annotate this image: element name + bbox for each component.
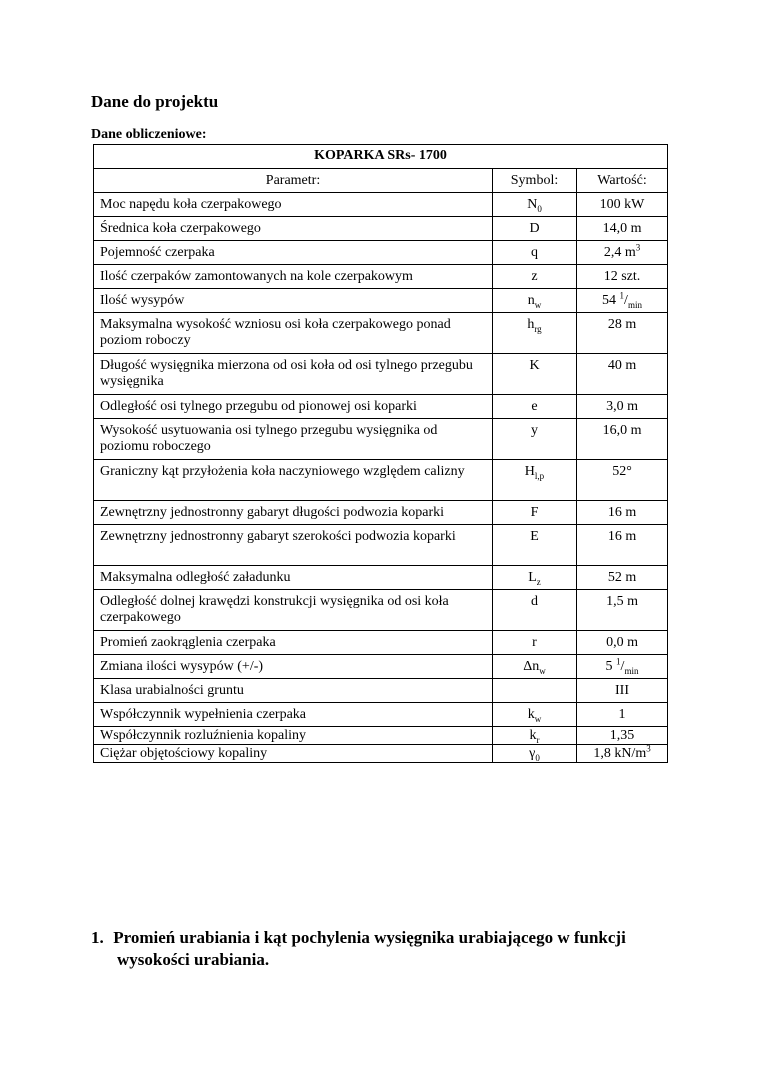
symbol-text: e bbox=[531, 399, 538, 414]
value-text: 5 bbox=[605, 659, 617, 674]
symbol-text: E bbox=[530, 529, 539, 544]
value-text: III bbox=[615, 683, 629, 698]
symbol-subscript: 0 bbox=[535, 752, 540, 763]
value-fraction-slash: / bbox=[624, 293, 628, 308]
symbol-subscript: 0 bbox=[537, 203, 542, 214]
value-text: 54 bbox=[602, 293, 620, 308]
table-body bbox=[94, 193, 668, 763]
value-superscript: 1 bbox=[619, 290, 625, 301]
parameter-cell: Zewnętrzny jednostronny gabaryt szerokości podwozia koparki bbox=[94, 525, 493, 566]
parameter-cell: Maksymalna odległość załadunku bbox=[94, 566, 493, 590]
symbol-text: q bbox=[531, 245, 538, 260]
symbol-cell bbox=[493, 395, 577, 419]
parameter-cell: Odległość osi tylnego przegubu od pionowej osi koparki bbox=[94, 395, 493, 419]
value-cell bbox=[577, 241, 668, 265]
value-text: 28 m bbox=[607, 317, 637, 332]
value-text: 0,0 m bbox=[606, 635, 638, 650]
table-title: KOPARKA SRs- 1700 bbox=[94, 145, 668, 169]
value-cell bbox=[577, 590, 668, 631]
symbol-text: F bbox=[530, 505, 539, 520]
section-title-line1: Promień urabiania i kąt pochylenia wysięgnika urabiającego w funkcji bbox=[113, 928, 626, 947]
parameter-cell: Klasa urabialności gruntu bbox=[94, 679, 493, 703]
value-text: 100 kW bbox=[599, 197, 645, 212]
symbol-cell bbox=[493, 727, 577, 745]
value-text: 52 m bbox=[607, 570, 637, 585]
parameters-table bbox=[93, 144, 668, 763]
symbol-cell bbox=[493, 419, 577, 460]
symbol-text: K bbox=[529, 358, 540, 373]
value-cell bbox=[577, 703, 668, 727]
parameter-cell: Maksymalna wysokość wzniosu osi koła czerpakowego ponad poziom roboczy bbox=[94, 313, 493, 354]
value-text: 2,4 m bbox=[603, 245, 636, 260]
parameter-cell: Odległość dolnej krawędzi konstrukcji wysięgnika od osi koła czerpakowego bbox=[94, 590, 493, 631]
table-row bbox=[94, 354, 668, 395]
column-header-parameter: Parametr: bbox=[94, 169, 493, 193]
value-fraction-slash: / bbox=[620, 659, 625, 674]
symbol-cell bbox=[493, 590, 577, 631]
table-row bbox=[94, 313, 668, 354]
table-row bbox=[94, 460, 668, 501]
table-row bbox=[94, 419, 668, 460]
value-cell bbox=[577, 395, 668, 419]
symbol-text: Δn bbox=[523, 659, 540, 674]
value-cell bbox=[577, 745, 668, 763]
value-cell bbox=[577, 217, 668, 241]
parameter-cell: Pojemność czerpaka bbox=[94, 241, 493, 265]
value-cell bbox=[577, 679, 668, 703]
table-row bbox=[94, 217, 668, 241]
symbol-cell bbox=[493, 501, 577, 525]
section-label: Dane obliczeniowe: bbox=[91, 127, 207, 142]
value-text: 40 m bbox=[607, 358, 637, 373]
table-row bbox=[94, 566, 668, 590]
value-cell bbox=[577, 265, 668, 289]
value-text: 12 szt. bbox=[603, 269, 641, 284]
table-row bbox=[94, 395, 668, 419]
symbol-cell bbox=[493, 217, 577, 241]
value-cell bbox=[577, 193, 668, 217]
value-superscript: 1 bbox=[616, 656, 621, 667]
value-text: 1 bbox=[618, 707, 626, 722]
value-cell bbox=[577, 313, 668, 354]
symbol-cell bbox=[493, 289, 577, 313]
table-row bbox=[94, 703, 668, 727]
symbol-text: h bbox=[527, 317, 535, 332]
parameter-cell: Promień zaokrąglenia czerpaka bbox=[94, 631, 493, 655]
parameter-cell: Ilość wysypów bbox=[94, 289, 493, 313]
symbol-subscript: r bbox=[536, 734, 540, 745]
symbol-text: r bbox=[532, 635, 537, 650]
symbol-subscript: z bbox=[536, 576, 541, 587]
value-subscript: min bbox=[627, 299, 642, 310]
value-superscript: 3 bbox=[635, 242, 641, 253]
symbol-cell bbox=[493, 655, 577, 679]
symbol-text: N bbox=[527, 197, 538, 212]
value-text: 16 m bbox=[607, 529, 637, 544]
section-number: 1. bbox=[91, 928, 104, 947]
table-row bbox=[94, 525, 668, 566]
parameter-cell: Współczynnik wypełnienia czerpaka bbox=[94, 703, 493, 727]
parameter-cell: Ciężar objętościowy kopaliny bbox=[94, 745, 493, 763]
parameter-cell: Zmiana ilości wysypów (+/-) bbox=[94, 655, 493, 679]
table-row bbox=[94, 679, 668, 703]
table-row bbox=[94, 193, 668, 217]
symbol-cell bbox=[493, 679, 577, 703]
symbol-cell bbox=[493, 631, 577, 655]
value-superscript: 3 bbox=[646, 743, 651, 754]
parameter-cell: Graniczny kąt przyłożenia koła naczyniowego względem calizny bbox=[94, 460, 493, 501]
value-cell bbox=[577, 655, 668, 679]
symbol-text: z bbox=[531, 269, 538, 284]
column-header-symbol: Symbol: bbox=[493, 169, 577, 193]
value-cell bbox=[577, 566, 668, 590]
value-text: 16 m bbox=[607, 505, 637, 520]
symbol-text: H bbox=[524, 464, 535, 479]
value-cell bbox=[577, 631, 668, 655]
value-cell bbox=[577, 525, 668, 566]
value-cell bbox=[577, 727, 668, 745]
symbol-text: D bbox=[529, 221, 540, 236]
symbol-cell bbox=[493, 193, 577, 217]
symbol-cell bbox=[493, 566, 577, 590]
symbol-cell bbox=[493, 745, 577, 763]
symbol-cell bbox=[493, 525, 577, 566]
table-row bbox=[94, 265, 668, 289]
value-text: 3,0 m bbox=[606, 399, 638, 414]
section-heading bbox=[91, 927, 691, 971]
value-cell bbox=[577, 289, 668, 313]
symbol-text: d bbox=[531, 594, 538, 609]
value-text: 52° bbox=[612, 464, 632, 479]
value-cell bbox=[577, 354, 668, 395]
symbol-cell bbox=[493, 313, 577, 354]
symbol-text: L bbox=[528, 570, 537, 585]
symbol-text: y bbox=[531, 423, 538, 438]
symbol-cell bbox=[493, 460, 577, 501]
symbol-subscript: rg bbox=[534, 323, 542, 334]
section-title-line2: wysokości urabiania. bbox=[117, 950, 270, 969]
table-row bbox=[94, 727, 668, 745]
table-row bbox=[94, 241, 668, 265]
symbol-text: k bbox=[527, 707, 535, 722]
table-row bbox=[94, 289, 668, 313]
table-row bbox=[94, 501, 668, 525]
table-row bbox=[94, 745, 668, 763]
symbol-subscript: w bbox=[534, 299, 542, 310]
symbol-text: k bbox=[529, 728, 537, 743]
column-header-value: Wartość: bbox=[577, 169, 668, 193]
symbol-cell bbox=[493, 703, 577, 727]
value-text: 1,35 bbox=[609, 728, 635, 743]
parameter-cell: Średnica koła czerpakowego bbox=[94, 217, 493, 241]
symbol-text: n bbox=[527, 293, 535, 308]
value-cell bbox=[577, 460, 668, 501]
value-subscript: min bbox=[624, 665, 639, 676]
value-cell bbox=[577, 501, 668, 525]
symbol-subscript: w bbox=[539, 665, 546, 676]
table-row bbox=[94, 655, 668, 679]
parameter-cell: Wysokość usytuowania osi tylnego przegubu wysięgnika od poziomu roboczego bbox=[94, 419, 493, 460]
value-text: 1,8 kN/m bbox=[593, 746, 647, 761]
parameter-cell: Długość wysięgnika mierzona od osi koła od osi tylnego przegubu wysięgnika bbox=[94, 354, 493, 395]
symbol-cell bbox=[493, 354, 577, 395]
symbol-cell bbox=[493, 241, 577, 265]
parameter-cell: Współczynnik rozluźnienia kopaliny bbox=[94, 727, 493, 745]
parameter-cell: Moc napędu koła czerpakowego bbox=[94, 193, 493, 217]
value-text: 16,0 m bbox=[602, 423, 642, 438]
table-row bbox=[94, 631, 668, 655]
parameter-cell: Ilość czerpaków zamontowanych na kole czerpakowym bbox=[94, 265, 493, 289]
table-row bbox=[94, 590, 668, 631]
value-cell bbox=[577, 419, 668, 460]
value-text: 1,5 m bbox=[606, 594, 638, 609]
symbol-cell bbox=[493, 265, 577, 289]
symbol-text: γ bbox=[529, 746, 536, 761]
symbol-subscript: w bbox=[534, 713, 542, 724]
symbol-subscript: l,p bbox=[534, 470, 545, 481]
value-text: 14,0 m bbox=[602, 221, 642, 236]
parameter-cell: Zewnętrzny jednostronny gabaryt długości podwozia koparki bbox=[94, 501, 493, 525]
page-title: Dane do projektu bbox=[91, 92, 219, 111]
